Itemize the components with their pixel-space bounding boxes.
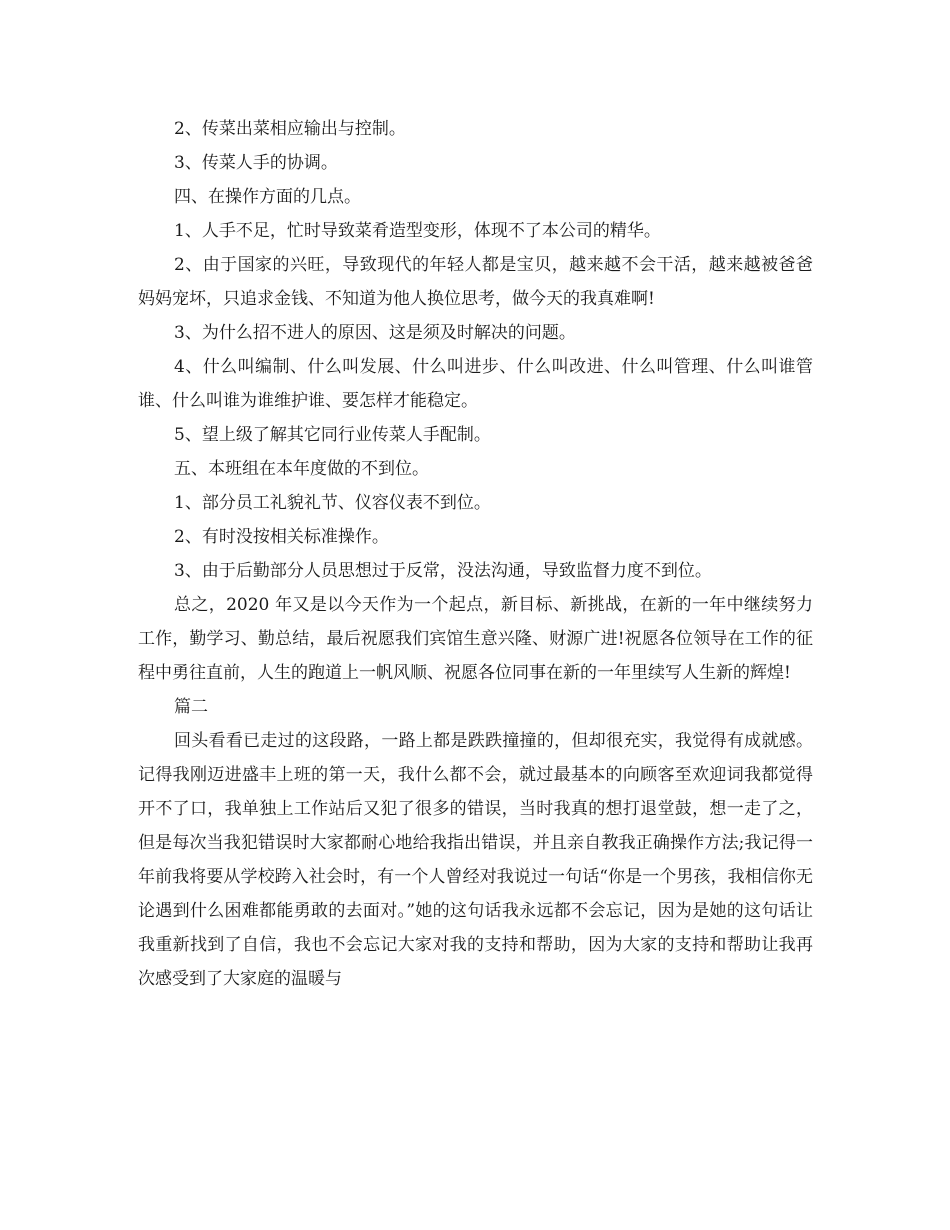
paragraph: 1、人手不足，忙时导致菜肴造型变形，体现不了本公司的精华。 [174, 221, 661, 241]
paragraph: 3、为什么招不进人的原因、这是须及时解决的问题。 [174, 323, 576, 343]
paragraph: 1、部分员工礼貌礼节、仪容仪表不到位。 [174, 493, 491, 513]
paragraph: 3、传菜人手的协调。 [174, 153, 338, 173]
paragraph: 3、由于后勤部分人员思想过于反常，没法沟通，导致监督力度不到位。 [174, 561, 712, 581]
paragraph: 2、由于国家的兴旺，导致现代的年轻人都是宝贝，越来越不会干活，越来越被爸爸妈妈宠坏，只追求金钱、不知道为他人换位思考，做今天的我真难啊! [138, 255, 813, 309]
paragraph: 回头看看已走过的这段路，一路上都是跌跌撞撞的，但却很充实，我觉得有成就感。记得我刚迈进盛丰上班的第一天，我什么都不会，就过最基本的向顾客至欢迎词我都觉得开不了口，我单独上工作站后又犯了很多的错误，当时我真的想打退堂鼓，想一走了之，但是每次当我犯错误时大家都耐心地给我指出错误，并且亲自教我正确操作方法;我记得一年前我将要从学校跨入社会时，有一个人曾经对我说过一句话“你是一个男孩，我相信你无论遇到什么困难都能勇敢的去面对。”她的这句话我永远都不会忘记，因为是她的这句话让我重新找到了自信，我也不会忘记大家对我的支持和帮助，因为大家的支持和帮助让我再次感受到了大家庭的温暖与 [138, 731, 813, 989]
section-heading: 四、在操作方面的几点。 [174, 187, 361, 207]
paragraph: 2、有时没按相关标准操作。 [174, 527, 389, 547]
chapter-heading: 篇二 [174, 697, 208, 717]
paragraph: 2、传菜出菜相应输出与控制。 [174, 119, 406, 139]
conclusion-paragraph: 总之，2020 年又是以今天作为一个起点，新目标、新挑战，在新的一年中继续努力工作，勤学习、勤总结，最后祝愿我们宾馆生意兴隆、财源广进!祝愿各位领导在工作的征程中勇往直前，人生的跑道上一帆风顺、祝愿各位同事在新的一年里续写人生新的辉煌! [138, 595, 813, 683]
paragraph: 5、望上级了解其它同行业传菜人手配制。 [174, 425, 491, 445]
document-body [138, 112, 813, 996]
paragraph: 4、什么叫编制、什么叫发展、什么叫进步、什么叫改进、什么叫管理、什么叫谁管谁、什么叫谁为谁维护谁、要怎样才能稳定。 [138, 357, 813, 411]
section-heading: 五、本班组在本年度做的不到位。 [174, 459, 429, 479]
